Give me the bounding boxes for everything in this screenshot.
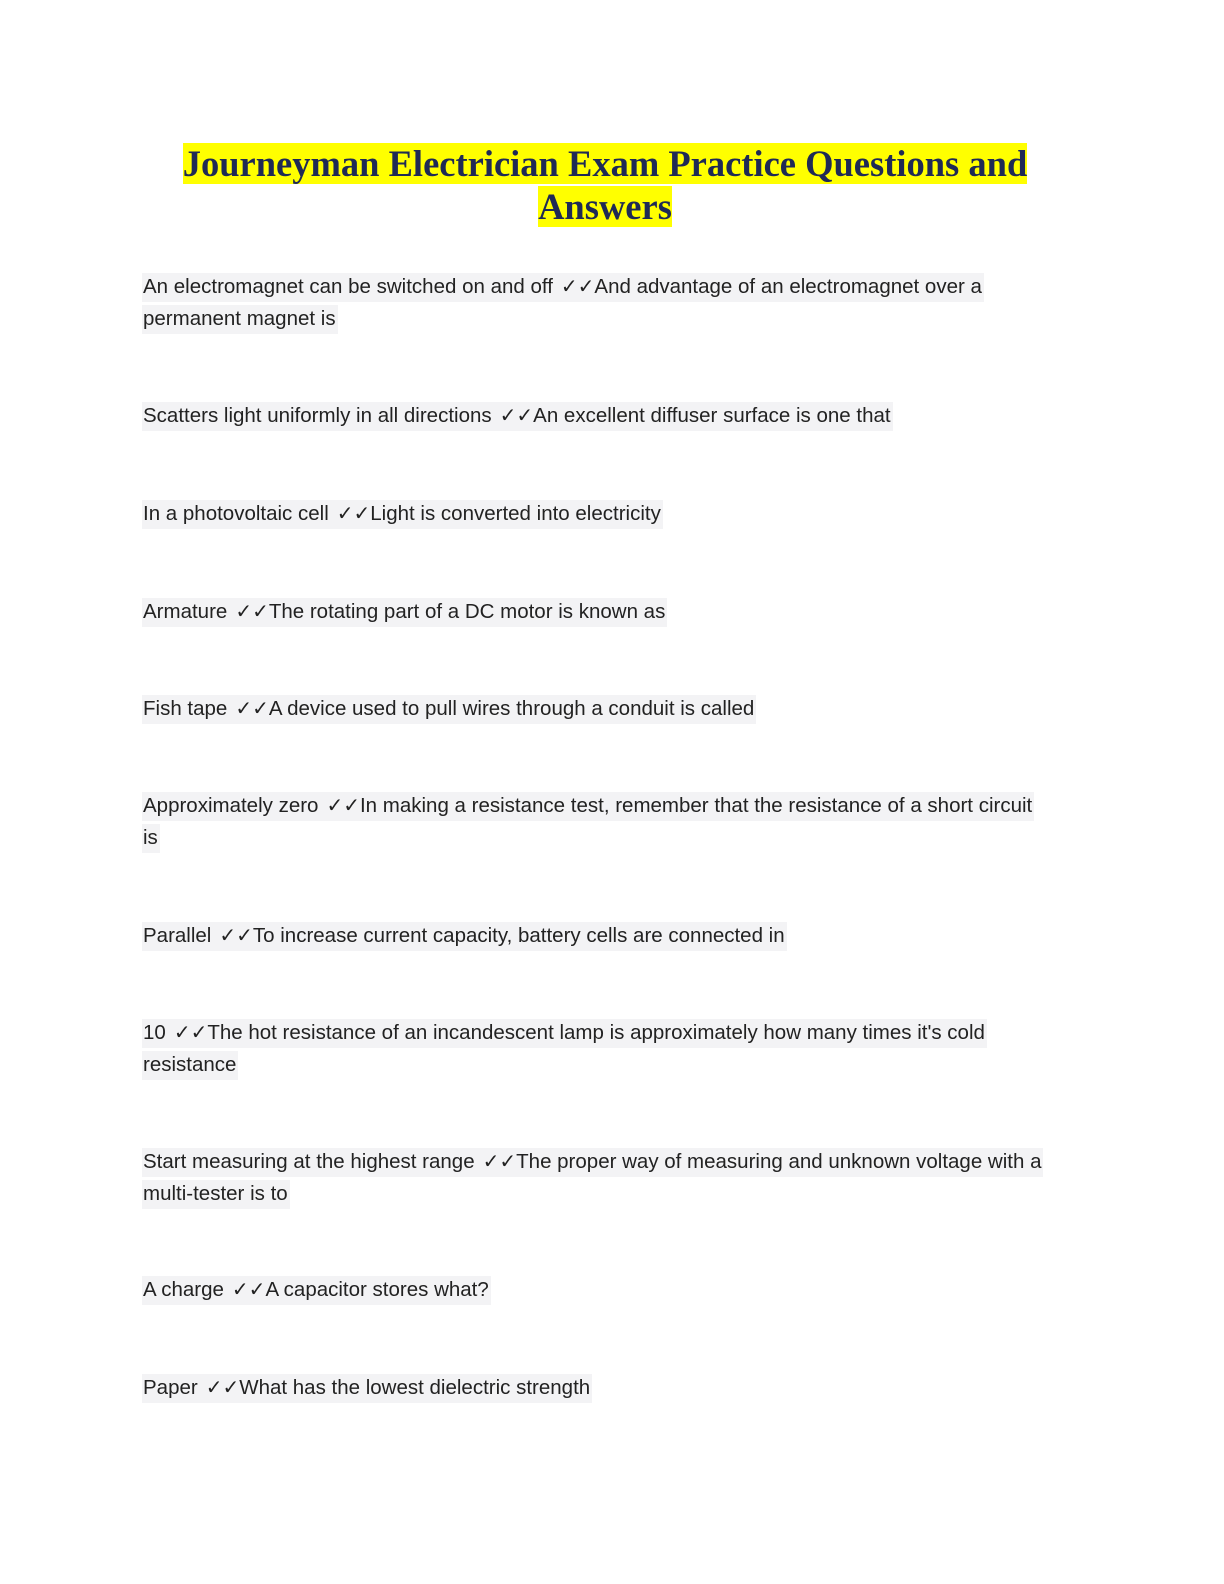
qa-answer: 10	[143, 1021, 166, 1044]
double-check-icon: ✓✓	[205, 1375, 240, 1399]
qa-highlight	[142, 792, 1034, 853]
qa-item	[142, 270, 1047, 335]
qa-item	[142, 497, 1047, 530]
qa-question: Light is converted into electricity	[370, 502, 661, 525]
qa-question: A capacitor stores what?	[265, 1278, 489, 1301]
qa-question: To increase current capacity, battery cells are connected in	[252, 924, 785, 947]
qa-item	[142, 1145, 1047, 1210]
qa-question: In making a resistance test, remember that the resistance of a short circuit is	[143, 794, 1033, 849]
qa-answer: Armature	[143, 600, 228, 623]
title-highlight: Journeyman Electrician Exam Practice Questions and Answers	[182, 143, 1028, 227]
qa-item	[142, 919, 1047, 952]
qa-item	[142, 789, 1047, 854]
double-check-icon: ✓✓	[560, 274, 595, 298]
qa-answer: An electromagnet can be switched on and off	[143, 275, 553, 298]
qa-highlight	[142, 598, 667, 627]
qa-answer: Start measuring at the highest range	[143, 1150, 475, 1173]
qa-highlight	[142, 695, 756, 724]
qa-answer: Scatters light uniformly in all directions	[143, 404, 492, 427]
qa-highlight	[142, 922, 787, 951]
qa-highlight	[142, 1374, 592, 1403]
document-title	[140, 142, 1070, 228]
qa-item	[142, 399, 1047, 432]
qa-highlight	[142, 1148, 1043, 1209]
qa-answer: Parallel	[143, 924, 212, 947]
qa-question: The rotating part of a DC motor is known as	[268, 600, 666, 623]
double-check-icon: ✓✓	[219, 923, 253, 947]
double-check-icon: ✓✓	[235, 599, 269, 623]
qa-highlight	[142, 1019, 987, 1080]
double-check-icon: ✓✓	[499, 403, 534, 427]
qa-question: An excellent diffuser surface is one that	[533, 404, 891, 427]
qa-answer: A charge	[143, 1278, 224, 1301]
qa-question: The hot resistance of an incandescent lamp is approximately how many times it's cold resistance	[143, 1021, 985, 1076]
qa-answer: Fish tape	[143, 697, 228, 720]
qa-question: The proper way of measuring and unknown voltage with a multi-tester is to	[143, 1150, 1042, 1205]
qa-highlight	[142, 500, 663, 529]
qa-highlight	[142, 1276, 491, 1305]
double-check-icon: ✓✓	[231, 1277, 266, 1301]
qa-answer: Paper	[143, 1376, 198, 1399]
qa-item	[142, 692, 1047, 725]
qa-question: What has the lowest dielectric strength	[239, 1376, 591, 1399]
qa-answer: In a photovoltaic cell	[143, 502, 329, 525]
qa-item	[142, 1371, 1047, 1404]
double-check-icon: ✓✓	[326, 793, 360, 817]
qa-item	[142, 1273, 1047, 1306]
qa-answer: Approximately zero	[143, 794, 319, 817]
double-check-icon: ✓✓	[173, 1020, 208, 1044]
qa-highlight	[142, 273, 984, 334]
qa-question: A device used to pull wires through a conduit is called	[268, 697, 755, 720]
qa-item	[142, 1016, 1047, 1081]
qa-highlight	[142, 402, 893, 431]
qa-question: And advantage of an electromagnet over a permanent magnet is	[143, 275, 982, 330]
double-check-icon: ✓✓	[235, 696, 269, 720]
double-check-icon: ✓✓	[482, 1149, 517, 1173]
qa-item	[142, 595, 1047, 628]
double-check-icon: ✓✓	[336, 501, 371, 525]
